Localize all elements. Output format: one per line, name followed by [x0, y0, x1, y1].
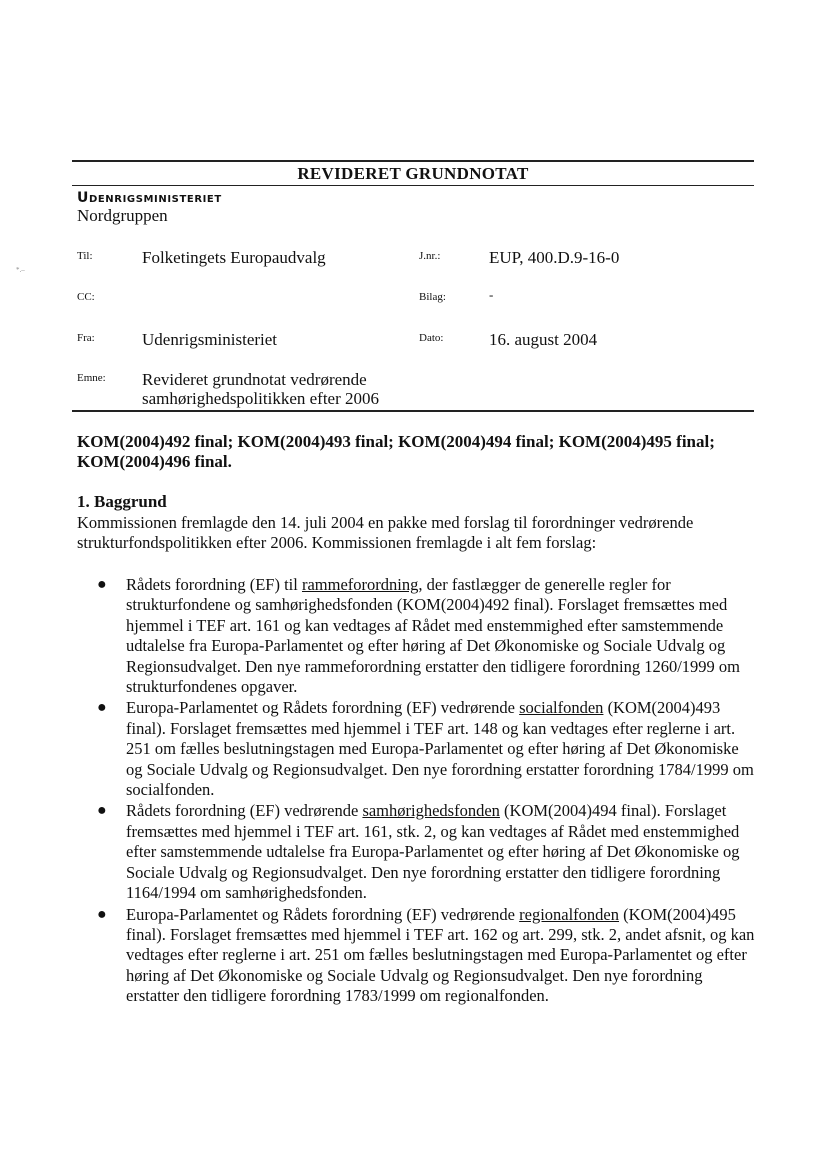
bullet-icon: ●: [97, 802, 107, 820]
list-item-text: (KOM(2004)493 final). Forslaget fremsættes med hjemmel i TEF art. 148 og kan vedtages efter reglerne i art. 251 om fælles beslutningstagen med Europa-Parlamentet og efter høring af Det Økonomiske og Sociale Udvalg og Regionsudvalget. Den nye forordning erstatter forordning 1784/1999 om socialfonden.: [126, 698, 754, 800]
bullet-icon: ●: [97, 699, 107, 717]
list-item-term: samhørighedsfonden: [362, 801, 500, 821]
list-item-text: (KOM(2004)495 final). Forslaget fremsættes med hjemmel i TEF art. 162 og art. 299, stk. 2, andet afsnit, og kan vedtages efter reglerne i art. 251 om fælles beslutningstagen med Europa-Parlamentet og efter høring af Det Økonomiske og Sociale Udvalg og Regionsudvalget. Den nye forordning erstatter den tidligere forordning 1783/1999 om regionalfonden.: [126, 904, 755, 1006]
bullet-icon: ●: [97, 905, 107, 923]
margin-mark: *.–: [16, 266, 25, 274]
bilag-label: Bilag:: [419, 291, 446, 303]
top-rule-thick: [72, 160, 754, 162]
list-item-text: (KOM(2004)494 final). Forslaget fremsættes med hjemmel i TEF art. 161, stk. 2, og kan vedtages af Rådet med enstemmighed efter samstemmende udtalelse fra Europa-Parlamentet og efter høring af Det Økonomiske og Sociale Udvalg og Regionsudvalget. Den nye forordning erstatter den tidligere forordning 1164/1994 om samhørighedsfonden.: [126, 801, 740, 903]
to-value: Folketingets Europaudvalg: [142, 248, 326, 267]
list-item-term: rammeforordning: [301, 575, 419, 594]
list-item-text: Rådets forordning (EF) til: [126, 575, 302, 594]
list-item: [97, 698, 757, 800]
bilag-value: -: [489, 287, 494, 302]
ministry-name: Udenrigsministeriet: [77, 190, 222, 206]
list-item: [97, 905, 757, 1007]
jnr-label: J.nr.:: [419, 250, 441, 262]
from-label: Fra:: [77, 332, 95, 344]
subject-label: Emne:: [77, 372, 106, 384]
proposal-list: [97, 575, 757, 1008]
date-value: 16. august 2004: [489, 330, 598, 349]
date-label: Dato:: [419, 332, 444, 344]
list-item: [97, 801, 757, 903]
from-value: Udenrigsministeriet: [142, 330, 278, 349]
section-intro: Kommissionen fremlagde den 14. juli 2004 en pakke med forslag til forordninger vedrørende strukturfondspolitikken efter 2006. Kommissionen fremlagde i alt fem forslag:: [77, 513, 694, 552]
cc-label: CC:: [77, 291, 95, 303]
list-item: [97, 575, 757, 697]
list-item-term: regionalfonden: [519, 904, 620, 924]
document-title: REVIDERET GRUNDNOTAT: [297, 164, 529, 183]
list-item-text: , der fastlægger de generelle regler for strukturfondene og samhørighedsfonden (KOM(2004)492 final). Forslaget fremsættes med hjemmel i TEF art. 161 og kan vedtages af Rådet med enstemmighed efter samstemmende udtalelse fra Europa-Parlamentet og efter høring af Det Økonomiske og Sociale Udvalg og Regionsudvalget. Den nye rammeforordning erstatter den tidligere forordning 1260/1999 om strukturfondenes opgaver.: [126, 575, 741, 697]
jnr-value: EUP, 400.D.9-16-0: [489, 248, 620, 267]
to-label: Til:: [77, 250, 93, 262]
list-item-text: Europa-Parlamentet og Rådets forordning (EF) vedrørende: [126, 904, 520, 924]
subject-line-2: samhørighedspolitikken efter 2006: [142, 389, 380, 408]
section-heading: 1. Baggrund: [77, 492, 167, 511]
title-underline: [72, 185, 754, 186]
list-item-term: socialfonden: [519, 698, 604, 718]
subject-line-1: Revideret grundnotat vedrørende: [142, 370, 367, 389]
division-name: Nordgruppen: [77, 206, 168, 225]
bullet-icon: ●: [97, 576, 107, 593]
document-references: KOM(2004)492 final; KOM(2004)493 final; KOM(2004)494 final; KOM(2004)495 final; KOM(2004)496 final.: [77, 432, 715, 471]
header-bottom-rule: [72, 410, 754, 412]
list-item-text: Europa-Parlamentet og Rådets forordning (EF) vedrørende: [126, 698, 520, 718]
list-item-text: Rådets forordning (EF) vedrørende: [126, 801, 363, 821]
